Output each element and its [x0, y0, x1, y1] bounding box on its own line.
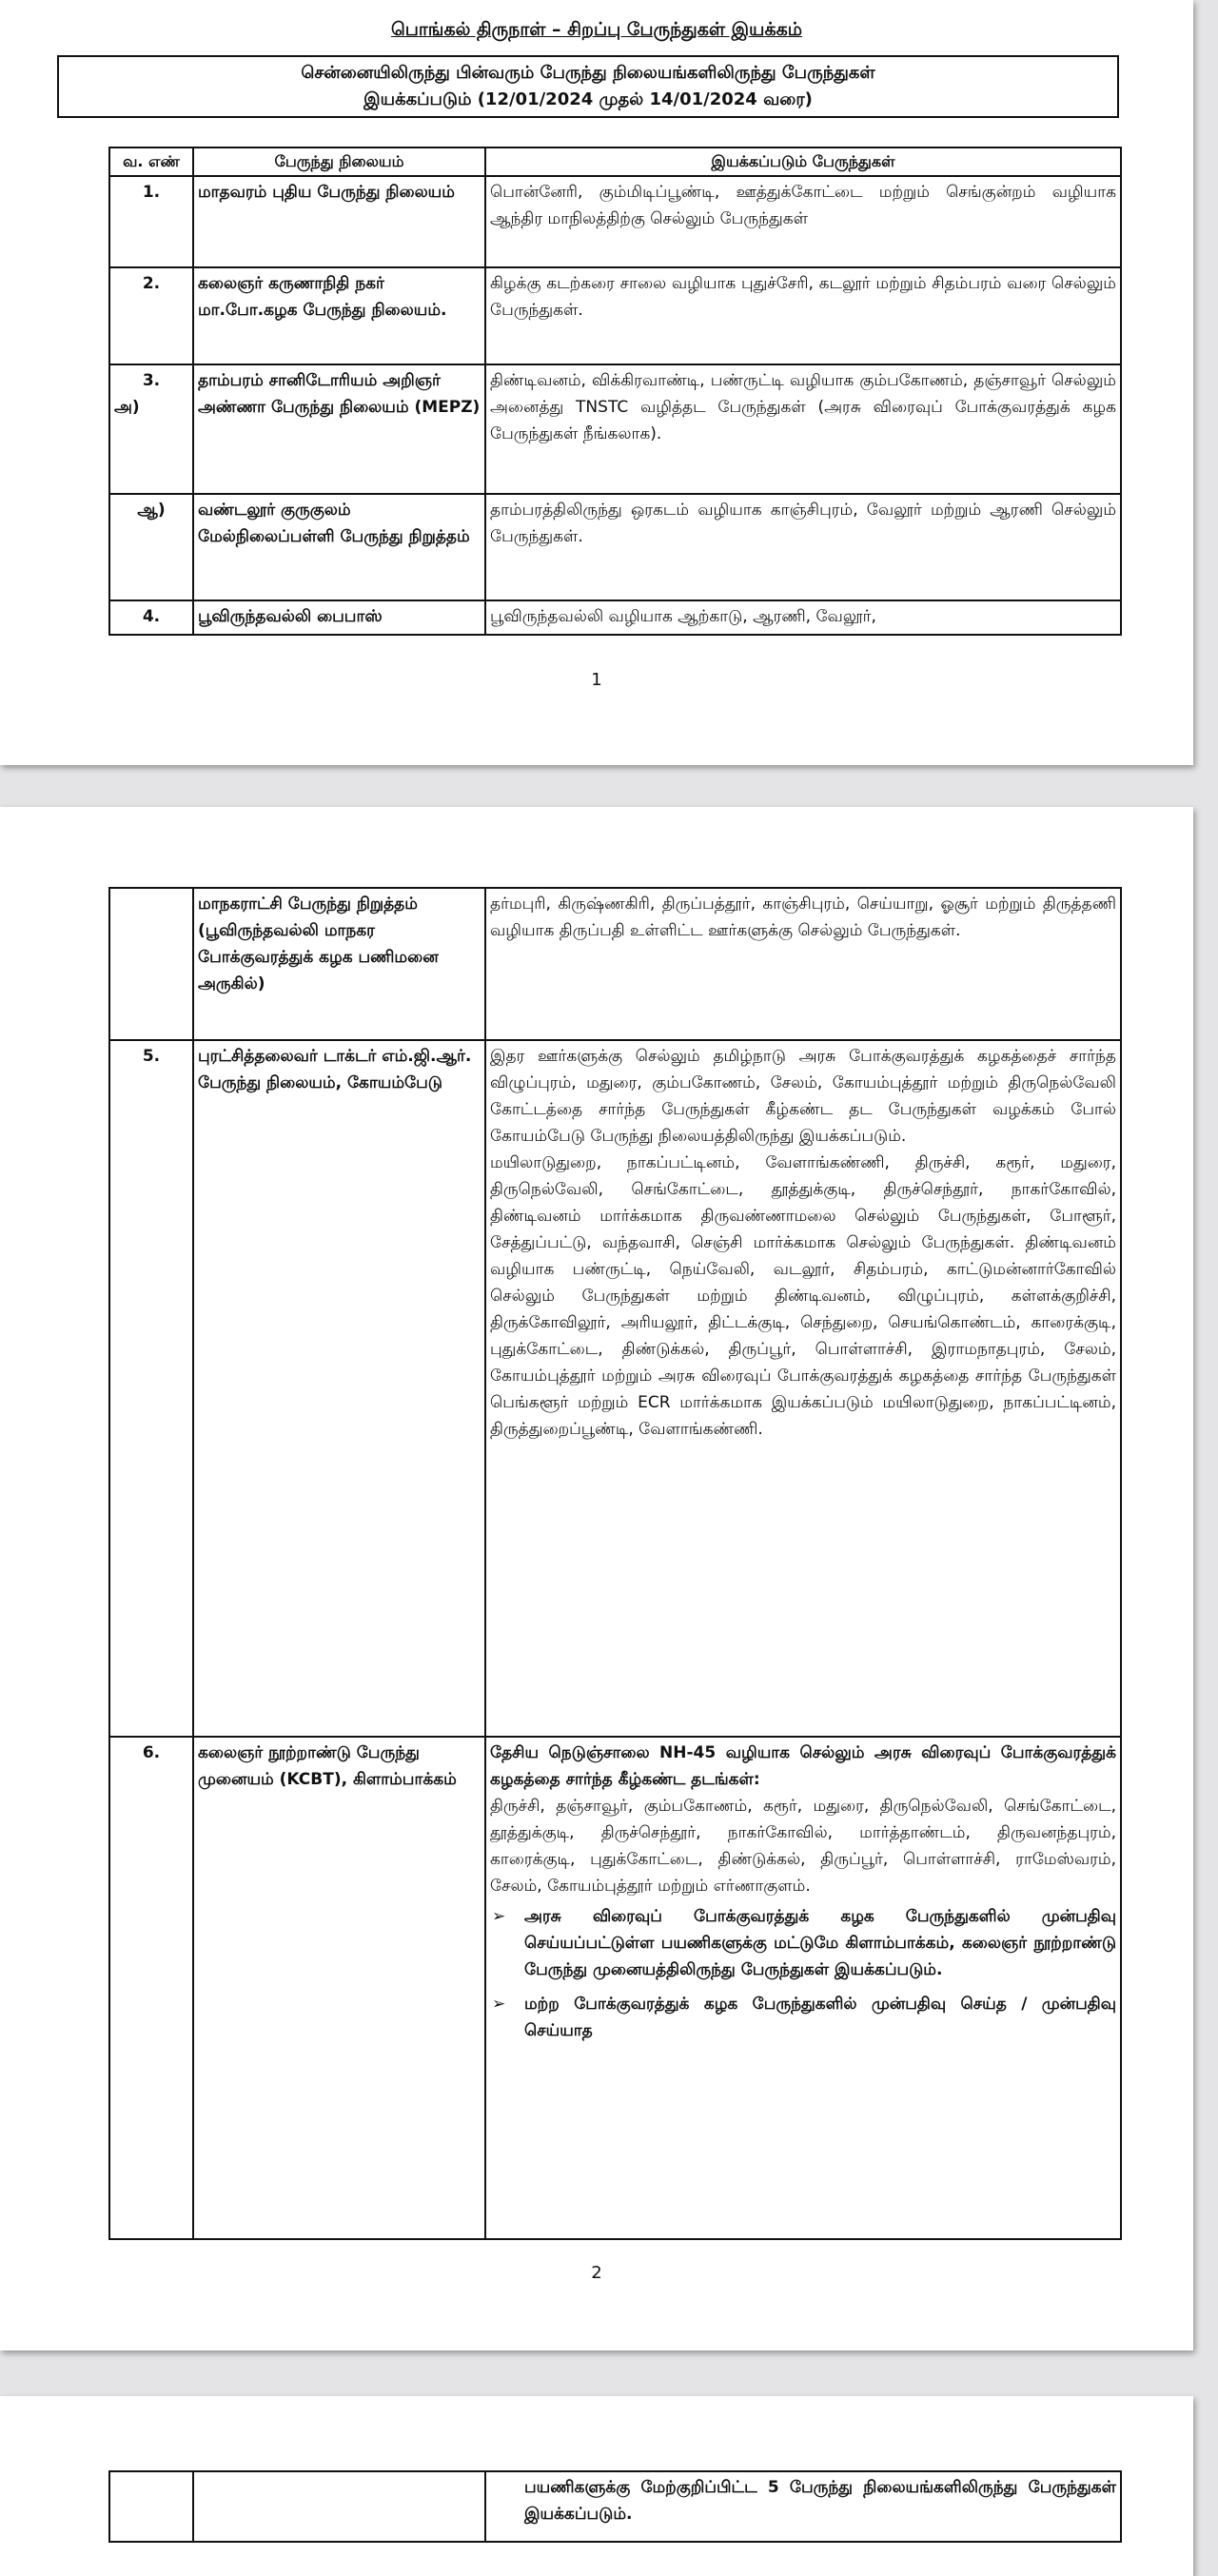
- table-row: [109, 267, 1121, 364]
- row-routes: தாம்பரத்திலிருந்து ஒரகடம் வழியாக காஞ்சிபுரம், வேலூர் மற்றும் ஆரணி செல்லும் பேருந்துகள்.: [485, 494, 1121, 600]
- row-serial-no: 2.: [109, 267, 193, 364]
- document-title: பொங்கல் திருநாள் – சிறப்பு பேருந்துகள் இயக்கம்: [390, 19, 803, 40]
- document-page-3: [0, 2396, 1193, 2576]
- bus-station-table-part-3: [108, 2470, 1122, 2543]
- row-serial-no: 1.: [109, 176, 193, 267]
- table-header-row: [109, 147, 1121, 176]
- routes-intro: தேசிய நெடுஞ்சாலை NH-45 வழியாக செல்லும் அரசு விரைவுப் போக்குவரத்துக் கழகத்தை சார்ந்த கீழ்கண்ட தடங்கள்:: [490, 1743, 1116, 1789]
- table-row: [109, 1040, 1121, 1737]
- row-station: மாநகராட்சி பேருந்து நிறுத்தம் (பூவிருந்தவல்லி மாநகர போக்குவரத்துக் கழக பணிமனை அருகில்): [193, 888, 485, 1040]
- row-station: தாம்பரம் சானிடோரியம் அறிஞர் அண்ணா பேருந்து நிலையம் (MEPZ): [193, 364, 485, 494]
- table-row: [109, 600, 1121, 635]
- header-station: பேருந்து நிலையம்: [193, 147, 485, 176]
- header-routes: இயக்கப்படும் பேருந்துகள்: [485, 147, 1121, 176]
- table-row: [109, 494, 1121, 600]
- table-row: [109, 364, 1121, 494]
- routes-paragraph: இதர ஊர்களுக்கு செல்லும் தமிழ்நாடு அரசு போக்குவரத்துக் கழகத்தைச் சார்ந்த விழுப்புரம், மதுரை, கும்பகோணம், சேலம், கோயம்புத்தூர் மற்றும் திருநெல்வேலி கோட்டத்தை சார்ந்த பேருந்துகள் கீழ்கண்ட தட பேருந்துகள் வழக்கம் போல் கோயம்பேடு பேருந்து நிலையத்திலிருந்து இயக்கப்படும்.: [490, 1047, 1116, 1146]
- row-station: பூவிருந்தவல்லி பைபாஸ்: [193, 600, 485, 635]
- row-serial-no: 4.: [109, 600, 193, 635]
- bus-station-table-part-1: [108, 147, 1122, 636]
- note-item: ➢ அரசு விரைவுப் போக்குவரத்துக் கழக பேருந்துகளில் முன்பதிவு செய்யப்பட்டுள்ள பயணிகளுக்கு மட்டுமே கிளாம்பாக்கம், கலைஞர் நூற்றாண்டு பேருந்து முனையத்திலிருந்து பேருந்துகள் இயக்கப்படும்.: [524, 1903, 1116, 1983]
- row-serial-no: 5.: [109, 1040, 193, 1737]
- page-number: 1: [591, 670, 602, 690]
- bus-station-table-part-2: [108, 887, 1122, 2240]
- row-serial-no: ஆ): [109, 494, 193, 600]
- row-serial-no: [109, 364, 193, 494]
- table-row: [109, 2471, 1121, 2542]
- header-serial-no: வ. எண்: [109, 147, 193, 176]
- table-row: [109, 176, 1121, 267]
- row-routes: பூவிருந்தவல்லி வழியாக ஆற்காடு, ஆரணி, வேலூர்,: [485, 600, 1121, 635]
- note-list: [490, 1903, 1116, 2044]
- subtitle-line-2: இயக்கப்படும் (12/01/2024 முதல் 14/01/2024 வரை): [363, 89, 813, 109]
- row-station: கலைஞர் நூற்றாண்டு பேருந்து முனையம் (KCBT), கிளாம்பாக்கம்: [193, 1737, 485, 2239]
- page-number: 2: [591, 2263, 602, 2283]
- row-routes: திண்டிவனம், விக்கிரவாண்டி, பண்ருட்டி வழியாக கும்பகோணம், தஞ்சாவூர் செல்லும் அனைத்து TNSTC வழித்தட பேருந்துகள் (அரசு விரைவுப் போக்குவரத்துக் கழக பேருந்துகள் நீங்கலாக).: [485, 364, 1121, 494]
- table-row: [109, 1737, 1121, 2239]
- row-station: மாதவரம் புதிய பேருந்து நிலையம்: [193, 176, 485, 267]
- row-routes: [485, 1737, 1121, 2239]
- document-page-1: [0, 0, 1193, 765]
- row-routes: தர்மபுரி, கிருஷ்ணகிரி, திருப்பத்தூர், காஞ்சிபுரம், செய்யாறு, ஓசூர் மற்றும் திருத்தணி வழியாக திருப்பதி உள்ளிட்ட ஊர்களுக்கு செல்லும் பேருந்துகள்.: [485, 888, 1121, 1040]
- routes-paragraph: திருச்சி, தஞ்சாவூர், கும்பகோணம், கரூர், மதுரை, திருநெல்வேலி, செங்கோட்டை, தூத்துக்குடி, திருச்செந்தூர், நாகர்கோவில், மார்த்தாண்டம், திருவனந்தபுரம், காரைக்குடி, புதுக்கோட்டை, திண்டுக்கல், திருப்பூர், பொள்ளாச்சி, ராமேஸ்வரம், சேலம், கோயம்புத்தூர் மற்றும் எர்ணாகுளம்.: [490, 1797, 1116, 1896]
- routes-paragraph: மயிலாடுதுறை, நாகப்பட்டினம், வேளாங்கண்ணி, திருச்சி, கரூர், மதுரை, திருநெல்வேலி, செங்கோட்டை, தூத்துக்குடி, திருச்செந்தூர், நாகர்கோவில், திண்டிவனம் மார்க்கமாக திருவண்ணாமலை செல்லும் பேருந்துகள், போளூர், சேத்துப்பட்டு, வந்தவாசி, செஞ்சி மார்க்கமாக செல்லும் பேருந்துகள். திண்டிவனம் வழியாக பண்ருட்டி, நெய்வேலி, வடலூர், சிதம்பரம், காட்டுமன்னார்கோவில் செல்லும் பேருந்துகள் மற்றும் திண்டிவனம், விழுப்புரம், கள்ளக்குறிச்சி, திருக்கோவிலூர், அரியலூர், திட்டக்குடி, செந்துறை, செயங்கொண்டம், காரைக்குடி, புதுக்கோட்டை, திண்டுக்கல், திருப்பூர், பொள்ளாச்சி, இராமநாதபுரம், சேலம், கோயம்புத்தூர் மற்றும் அரசு விரைவுப் போக்குவரத்துக் கழகத்தை சார்ந்த பேருந்துகள் பெங்களூர் மற்றும் ECR மார்க்கமாக இயக்கப்படும் மயிலாடுதுறை, நாகப்பட்டினம், திருத்துறைப்பூண்டி, வேளாங்கண்ணி.: [490, 1153, 1116, 1439]
- row-station: புரட்சித்தலைவர் டாக்டர் எம்.ஜி.ஆர். பேருந்து நிலையம், கோயம்பேடு: [193, 1040, 485, 1737]
- document-page-2: [0, 807, 1193, 2350]
- subtitle-line-1: சென்னையிலிருந்து பின்வரும் பேருந்து நிலையங்களிலிருந்து பேருந்துகள்: [301, 63, 875, 83]
- row-station: வண்டலூர் குருகுலம் மேல்நிலைப்பள்ளி பேருந்து நிறுத்தம்: [193, 494, 485, 600]
- row-routes: கிழக்கு கடற்கரை சாலை வழியாக புதுச்சேரி, கடலூர் மற்றும் சிதம்பரம் வரை செல்லும் பேருந்துகள்.: [485, 267, 1121, 364]
- row-serial-no: 6.: [109, 1737, 193, 2239]
- note-item: ➢ மற்ற போக்குவரத்துக் கழக பேருந்துகளில் முன்பதிவு செய்த / முன்பதிவு செய்யாத: [524, 1991, 1116, 2044]
- row-sub-number: அ): [114, 398, 140, 417]
- table-row: [109, 888, 1121, 1040]
- row-station: கலைஞர் கருணாநிதி நகர் மா.போ.கழக பேருந்து நிலையம்.: [193, 267, 485, 364]
- row-routes: பொன்னேரி, கும்மிடிப்பூண்டி, ஊத்துக்கோட்டை மற்றும் செங்குன்றம் வழியாக ஆந்திர மாநிலத்திற்கு செல்லும் பேருந்துகள்: [485, 176, 1121, 267]
- row-routes: [485, 1040, 1121, 1737]
- row-routes: பயணிகளுக்கு மேற்குறிப்பிட்ட 5 பேருந்து நிலையங்களிலிருந்து பேருந்துகள் இயக்கப்படும்.: [485, 2471, 1121, 2542]
- row-number: 3.: [142, 371, 161, 390]
- subtitle-box: [57, 55, 1119, 118]
